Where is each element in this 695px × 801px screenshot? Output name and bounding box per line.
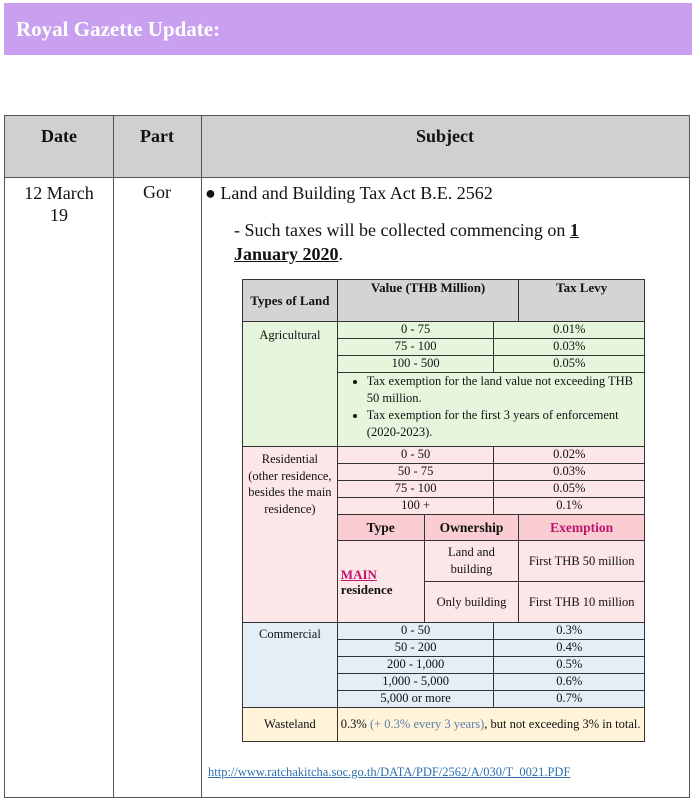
land-type-residential: Residential (other residence, besides the main residence) <box>243 447 338 623</box>
levy-rate: 0.7% <box>494 691 645 708</box>
residence-word: residence <box>340 581 393 597</box>
main-word: MAIN <box>340 566 377 582</box>
land-type-wasteland: Wasteland <box>243 708 338 742</box>
land-type-agricultural: Agricultural <box>243 322 338 447</box>
date-line: 12 March <box>24 183 94 203</box>
levy-header: Tax Levy <box>519 280 645 322</box>
levy-rate: 0.05% <box>494 356 645 373</box>
value-range: 0 - 75 <box>337 322 494 339</box>
divider <box>113 116 114 797</box>
value-range: 50 - 200 <box>337 640 494 657</box>
agricultural-notes <box>337 373 644 447</box>
wasteland-increment: (+ 0.3% every 3 years) <box>369 717 485 731</box>
part-header-label: Part <box>140 126 174 146</box>
value-range: 75 - 100 <box>337 339 494 356</box>
levy-rate: 0.1% <box>494 498 645 515</box>
levy-rate: 0.3% <box>494 623 645 640</box>
value-range: 100 - 500 <box>337 356 494 373</box>
source-link[interactable]: http://www.ratchakitcha.soc.go.th/DATA/PDF/2562/A/030/T_0021.PDF <box>208 765 571 779</box>
value-range: 75 - 100 <box>337 481 494 498</box>
date-cell <box>5 182 113 226</box>
dash-icon: - <box>234 220 245 240</box>
levy-rate: 0.03% <box>494 339 645 356</box>
value-range: 0 - 50 <box>337 447 494 464</box>
type-header: Type <box>337 515 424 541</box>
land-type-commercial: Commercial <box>243 623 338 708</box>
divider <box>201 116 202 797</box>
exemption-value: First THB 50 million <box>519 541 645 582</box>
levy-rate: 0.6% <box>494 674 645 691</box>
wasteland-cap: , but not exceeding 3% in total. <box>484 717 641 731</box>
subject-title: Land and Building Tax Act B.E. 2562 <box>220 183 493 203</box>
wasteland-rate: 0.3% <box>340 717 367 731</box>
value-range: 5,000 or more <box>337 691 494 708</box>
exemption-header: Exemption <box>519 515 645 541</box>
effective-date: 1 January 2020 <box>234 220 579 264</box>
value-range: 100 + <box>337 498 494 515</box>
subpoint-end: . <box>338 244 344 264</box>
levy-rate: 0.4% <box>494 640 645 657</box>
subject-bullet <box>205 183 493 204</box>
subject-header-label: Subject <box>416 126 474 146</box>
note-item: • Tax exemption for the first 3 years of enforcement (2020-2023). <box>367 407 641 441</box>
subject-subpoint <box>234 218 634 266</box>
wasteland-levy <box>337 708 644 742</box>
part-header <box>113 116 201 178</box>
date-header <box>5 116 113 178</box>
exemption-value: First THB 10 million <box>519 582 645 623</box>
value-range: 0 - 50 <box>337 623 494 640</box>
levy-rate: 0.05% <box>494 481 645 498</box>
ownership-value: Land and building <box>424 541 519 582</box>
value-range: 200 - 1,000 <box>337 657 494 674</box>
tax-rate-table <box>242 279 645 742</box>
levy-rate: 0.01% <box>494 322 645 339</box>
subject-header <box>201 116 689 178</box>
banner-title: Royal Gazette Update: <box>16 17 221 41</box>
header-banner <box>4 3 692 55</box>
ownership-value: Only building <box>424 582 519 623</box>
date-header-label: Date <box>41 126 77 146</box>
subpoint-text: Such taxes will be collected commencing on <box>244 220 566 240</box>
bullet-icon: ● <box>205 183 216 203</box>
types-header: Types of Land <box>243 280 338 322</box>
levy-rate: 0.03% <box>494 464 645 481</box>
value-range: 50 - 75 <box>337 464 494 481</box>
date-line: 19 <box>50 205 68 225</box>
levy-rate: 0.5% <box>494 657 645 674</box>
value-range: 1,000 - 5,000 <box>337 674 494 691</box>
levy-rate: 0.02% <box>494 447 645 464</box>
value-header: Value (THB Million) <box>337 280 519 322</box>
ownership-header: Ownership <box>424 515 519 541</box>
note-item: • Tax exemption for the land value not exceeding THB 50 million. <box>367 373 641 407</box>
main-residence-cell <box>337 541 424 623</box>
part-cell: Gor <box>143 182 171 202</box>
